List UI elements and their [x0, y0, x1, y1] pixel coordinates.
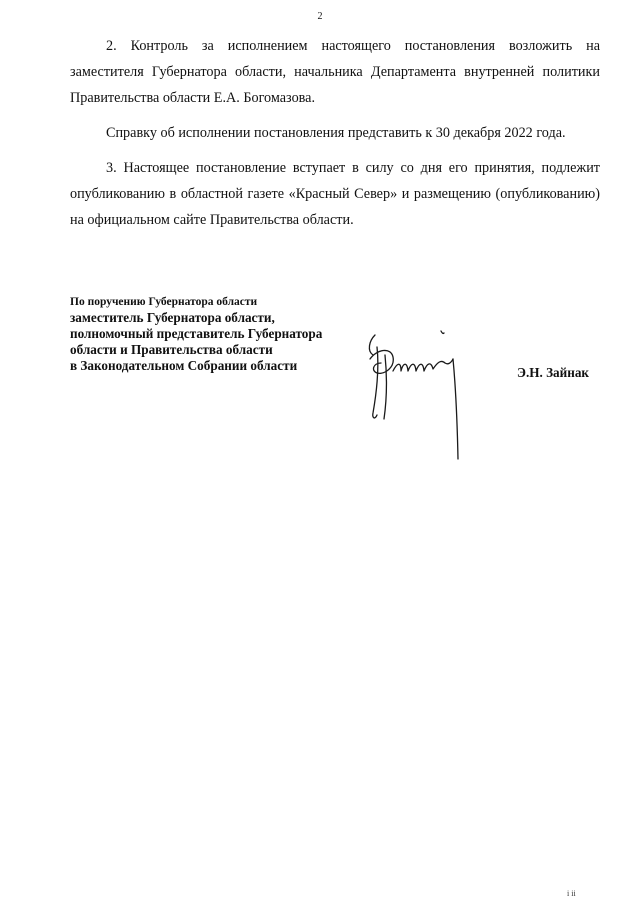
paragraph-control: 2. Контроль за исполнением настоящего постановления возложить на заместителя Губернатора области, начальника Департамента внутренней политики Правительства области Е.А. Богомазова.: [70, 38, 600, 106]
paragraph-report: Справку об исполнении постановления представить к 30 декабря 2022 года.: [106, 125, 566, 141]
corner-mark: і іі: [567, 889, 576, 898]
signer-name: Э.Н. Зайнак: [517, 365, 590, 380]
signature-line-instruction: По поручению Губернатора области: [70, 296, 258, 308]
paragraph-effective: 3. Настоящее постановление вступает в силу со дня его принятия, подлежит опубликованию в областной газете «Красный Север» и размещению (опубликованию) на официальном сайте Правительства области.: [70, 160, 600, 228]
signature-line-representative: полномочный представитель Губернатора: [70, 326, 323, 341]
document-body: [70, 33, 600, 242]
page-number: 2: [317, 11, 323, 22]
signature-line-assembly: в Законодательном Собрании области: [70, 358, 298, 373]
signature-block: [70, 294, 610, 374]
signature-line-region: области и Правительства области: [70, 342, 273, 357]
signature-line-position: заместитель Губернатора области,: [70, 310, 275, 325]
handwritten-signature-icon: [355, 325, 480, 465]
